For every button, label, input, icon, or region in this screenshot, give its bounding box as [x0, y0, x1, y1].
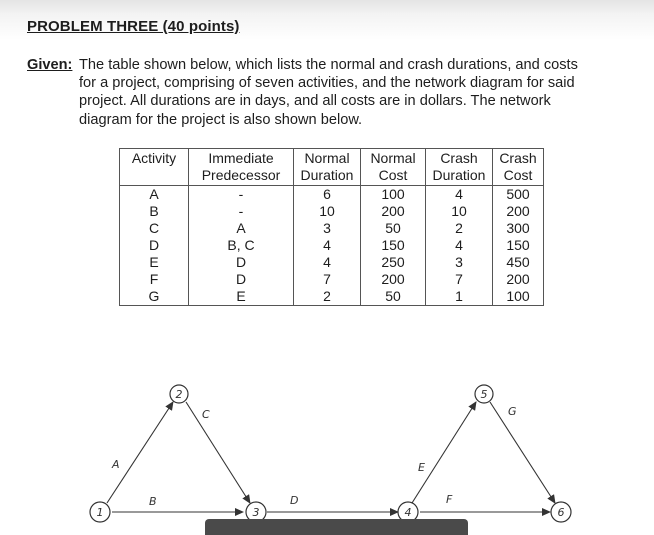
table-cell: D	[189, 271, 294, 288]
node-2-label: 2	[175, 388, 183, 401]
table-cell: D	[189, 254, 294, 271]
table-cell: 100	[493, 288, 544, 306]
activity-label-a: A	[112, 458, 120, 471]
table-cell: 150	[361, 237, 426, 254]
table-cell: 50	[361, 288, 426, 306]
table-cell: 4	[426, 237, 493, 254]
table-cell: 7	[294, 271, 361, 288]
activity-label-g: G	[508, 405, 517, 418]
table-cell: F	[120, 271, 189, 288]
given-label: Given:	[27, 57, 73, 73]
header-line: Cost	[378, 167, 408, 183]
table-cell: 10	[294, 203, 361, 220]
table-cell: 2	[426, 220, 493, 237]
edge-a	[107, 402, 173, 503]
table-cell: E	[189, 288, 294, 306]
table-cell: 100	[361, 186, 426, 204]
table-cell: E	[120, 254, 189, 271]
table-cell: 3	[294, 220, 361, 237]
table-cell: 200	[493, 203, 544, 220]
table-cell: B	[120, 203, 189, 220]
table-cell: B, C	[189, 237, 294, 254]
table-cell: D	[120, 237, 189, 254]
table-cell: G	[120, 288, 189, 306]
table-cell: 10	[426, 203, 493, 220]
table-cell: 50	[361, 220, 426, 237]
activity-label-d: D	[290, 494, 299, 507]
table-cell: A	[189, 220, 294, 237]
problem-heading: PROBLEM THREE (40 points)	[27, 18, 240, 35]
table-cell: 4	[426, 186, 493, 204]
table-cell: 200	[361, 271, 426, 288]
node-4-label: 4	[404, 506, 412, 519]
header-line: Normal	[304, 150, 350, 166]
given-line: for a project, comprising of seven activities, and the network diagram for said	[79, 75, 575, 92]
activity-label-b: B	[149, 495, 157, 508]
table-cell: 4	[294, 254, 361, 271]
edge-c	[186, 402, 250, 503]
activity-label-c: C	[202, 408, 210, 421]
given-line: diagram for the project is also shown below.	[79, 111, 363, 128]
header-line: Crash	[499, 150, 537, 166]
table-cell: A	[120, 186, 189, 204]
table-cell: 250	[361, 254, 426, 271]
table-cell: 1	[426, 288, 493, 306]
table-cell: -	[189, 186, 294, 204]
header-line: Predecessor	[201, 167, 281, 183]
table-cell: 6	[294, 186, 361, 204]
header-line: Immediate	[208, 150, 274, 166]
header-line: Normal	[370, 150, 416, 166]
table-cell: 3	[426, 254, 493, 271]
table-cell: -	[189, 203, 294, 220]
table-cell: C	[120, 220, 189, 237]
header-line: Activity	[131, 150, 177, 166]
header-line: Duration	[300, 167, 354, 183]
table-cell: 7	[426, 271, 493, 288]
node-6-label: 6	[557, 506, 565, 519]
edge-e	[412, 402, 476, 503]
activity-label-e: E	[418, 461, 425, 474]
header-line: Duration	[432, 167, 486, 183]
node-1-label: 1	[96, 506, 104, 519]
table-cell: 150	[493, 237, 544, 254]
overlay-toolbar[interactable]	[205, 519, 468, 535]
node-5-label: 5	[480, 388, 488, 401]
edge-g	[490, 402, 555, 503]
activity-label-f: F	[446, 493, 453, 506]
header-line: Cost	[503, 167, 533, 183]
table-cell: 500	[493, 186, 544, 204]
table-cell: 4	[294, 237, 361, 254]
table-cell: 2	[294, 288, 361, 306]
table-cell: 450	[493, 254, 544, 271]
table-cell: 200	[361, 203, 426, 220]
node-3-label: 3	[252, 506, 260, 519]
given-line: The table shown below, which lists the normal and crash durations, and costs	[79, 57, 578, 73]
header-line: Crash	[440, 150, 478, 166]
given-line: project. All durations are in days, and all costs are in dollars. The network	[79, 93, 551, 110]
table-cell: 200	[493, 271, 544, 288]
table-cell: 300	[493, 220, 544, 237]
